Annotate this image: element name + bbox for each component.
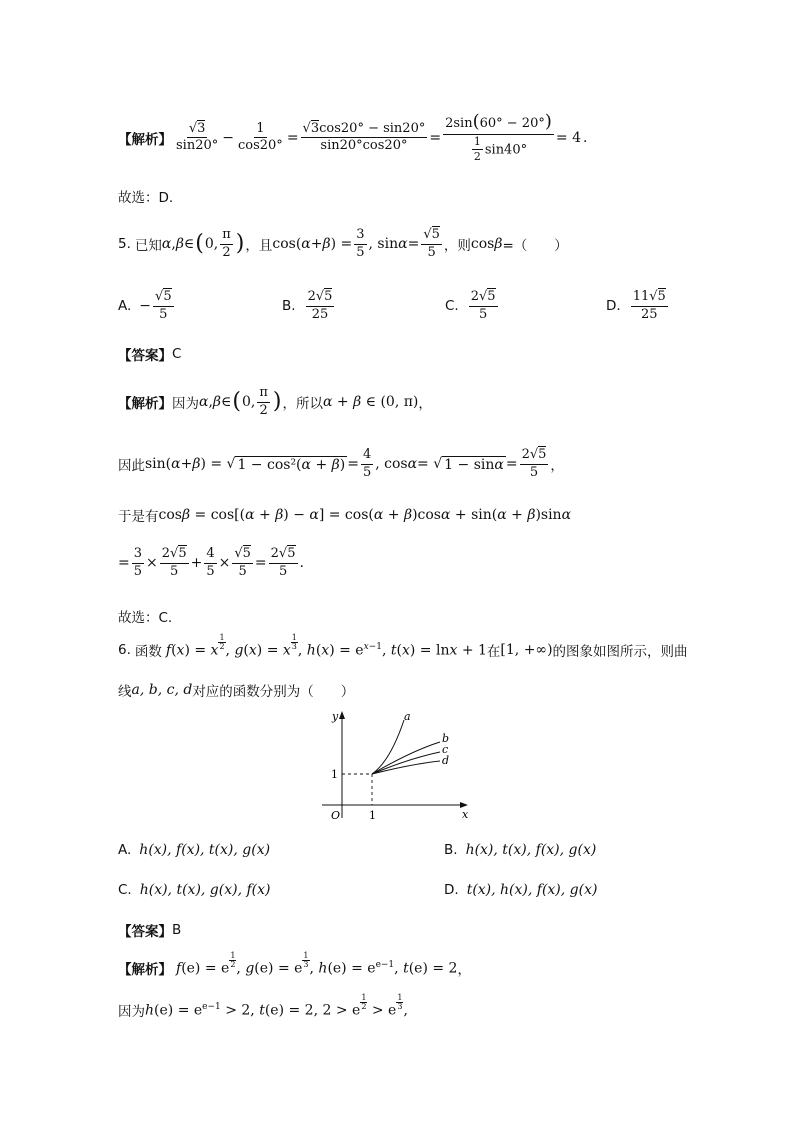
curve-label-b: b: [442, 732, 450, 745]
q5-option-a[interactable]: A. − $\frac{√5}{5}$: [118, 289, 172, 322]
origin-label: O: [331, 809, 341, 822]
q6-answer: B: [172, 922, 182, 938]
q6-stem-line2: 线 a, b, c, d 对应的函数分别为（ ）: [118, 682, 355, 700]
x-tick-label: 1: [369, 809, 376, 822]
q5-sol-line3: 于是有 cosβ = cos[(α + β) − α] = cos(α + β)cosα + sin(α + β)sinα: [118, 507, 572, 525]
q5-sol-line2: 因此 sin( α + β ) = √ 1 − cos²(α + β) = $\frac{4}{5}$ , cos α = √ 1 − sinα = $\frac{2√5}{5}$ ，: [118, 447, 564, 480]
y-axis-arrow: [339, 711, 345, 719]
q5-sol-line4: = $\frac{3}{5}$ × $\frac{2√5}{5}$ + $\frac{4}{5}$ × $\frac{√5}{5}$ = $\frac{2√5}{5}$ .: [118, 546, 304, 579]
q6-option-a[interactable]: A. h(x), f(x), t(x), g(x): [118, 842, 271, 858]
q6-sol-line1: 【解析】 f(e) = e $\frac{1}{2}$ , g(e) = e $\frac{1}{3}$ , $h(e) = e^{e-1}$, t(e) = 2 ，: [118, 950, 471, 978]
q6-option-b[interactable]: B. h(x), t(x), f(x), g(x): [444, 842, 597, 858]
q4-equation: $\frac{√3}{\sin 20^\circ}$ − $\frac{1}{\cos 20^\circ}$ = $\frac{√3\cos 20^\circ - \sin 20^\circ}{\sin 20^\circ\cos 20^\circ}$ = 2sin(60° − 20°) $\frac{1}{2}$ sin40° = 4 .: [176, 111, 588, 164]
q6-function-graph: [316, 706, 476, 822]
q5-domain-math: α , β ∈ ( 0, $\frac{\pi}{2}$ ): [161, 227, 245, 260]
q5-sol-line1: 【解析】 因为 α , β ∈ ( 0, $\frac{\pi}{2}$ ) ，所以 α + β ∈ (0, π) ，: [118, 385, 432, 418]
q5-answer-line: 【答案】 C: [118, 346, 182, 364]
q6-option-d[interactable]: D. t(x), h(x), f(x), g(x): [444, 882, 598, 898]
q5-answer: C: [172, 346, 182, 362]
q6-stem-line1: 6. 函数 f(x) = x $\frac{1}{2}$ , g(x) = x $\frac{1}{3}$ , $h(x) = e^{x-1}$, t(x) = lnx + 1 在 [1, +∞) 的图象如图所示，则曲: [118, 632, 688, 660]
q5-option-d[interactable]: D. $\frac{11√5}{25}$: [606, 289, 666, 322]
curve-d: [372, 761, 440, 774]
curve-a: [372, 720, 404, 774]
y-axis-label: y: [332, 710, 339, 723]
q5-given-math: cos( α + β ) = $\frac{3}{5}$ , sin α = $\frac{√5}{5}$: [272, 227, 440, 260]
q4-choice: 故选：D.: [118, 190, 174, 206]
y-tick-label: 1: [331, 768, 338, 781]
q5-option-b[interactable]: B. $\frac{2√5}{25}$: [282, 289, 333, 322]
q5-stem: 5. 已知 α , β ∈ ( 0, $\frac{\pi}{2}$ ) ，且 cos( α + β ) = $\frac{3}{5}$ , sin α = $\frac{√5}{5}$ ，则 cosβ =（ ）: [118, 227, 568, 260]
q4-solution-line: [118, 112, 587, 164]
q6-answer-line: 【答案】 B: [118, 922, 182, 940]
q6-sol-line2: 因为 $h(e) = e^{e-1} > 2$, t(e) = 2, 2 > e $\frac{1}{2}$ > e $\frac{1}{3}$ ,: [118, 992, 408, 1020]
x-axis-label: x: [462, 808, 469, 821]
q6-option-c[interactable]: C. h(x), t(x), g(x), f(x): [118, 882, 271, 898]
q5-option-c[interactable]: C. $\frac{2√5}{5}$: [445, 289, 496, 322]
curve-label-d: d: [442, 754, 450, 767]
curve-b: [372, 742, 440, 774]
curve-label-a: a: [404, 710, 411, 723]
q4-result: = 4: [555, 129, 581, 146]
q5-choice: 故选：C.: [118, 610, 173, 626]
curve-label-c: c: [442, 743, 449, 756]
jiexi-label: 【解析】: [118, 131, 172, 148]
